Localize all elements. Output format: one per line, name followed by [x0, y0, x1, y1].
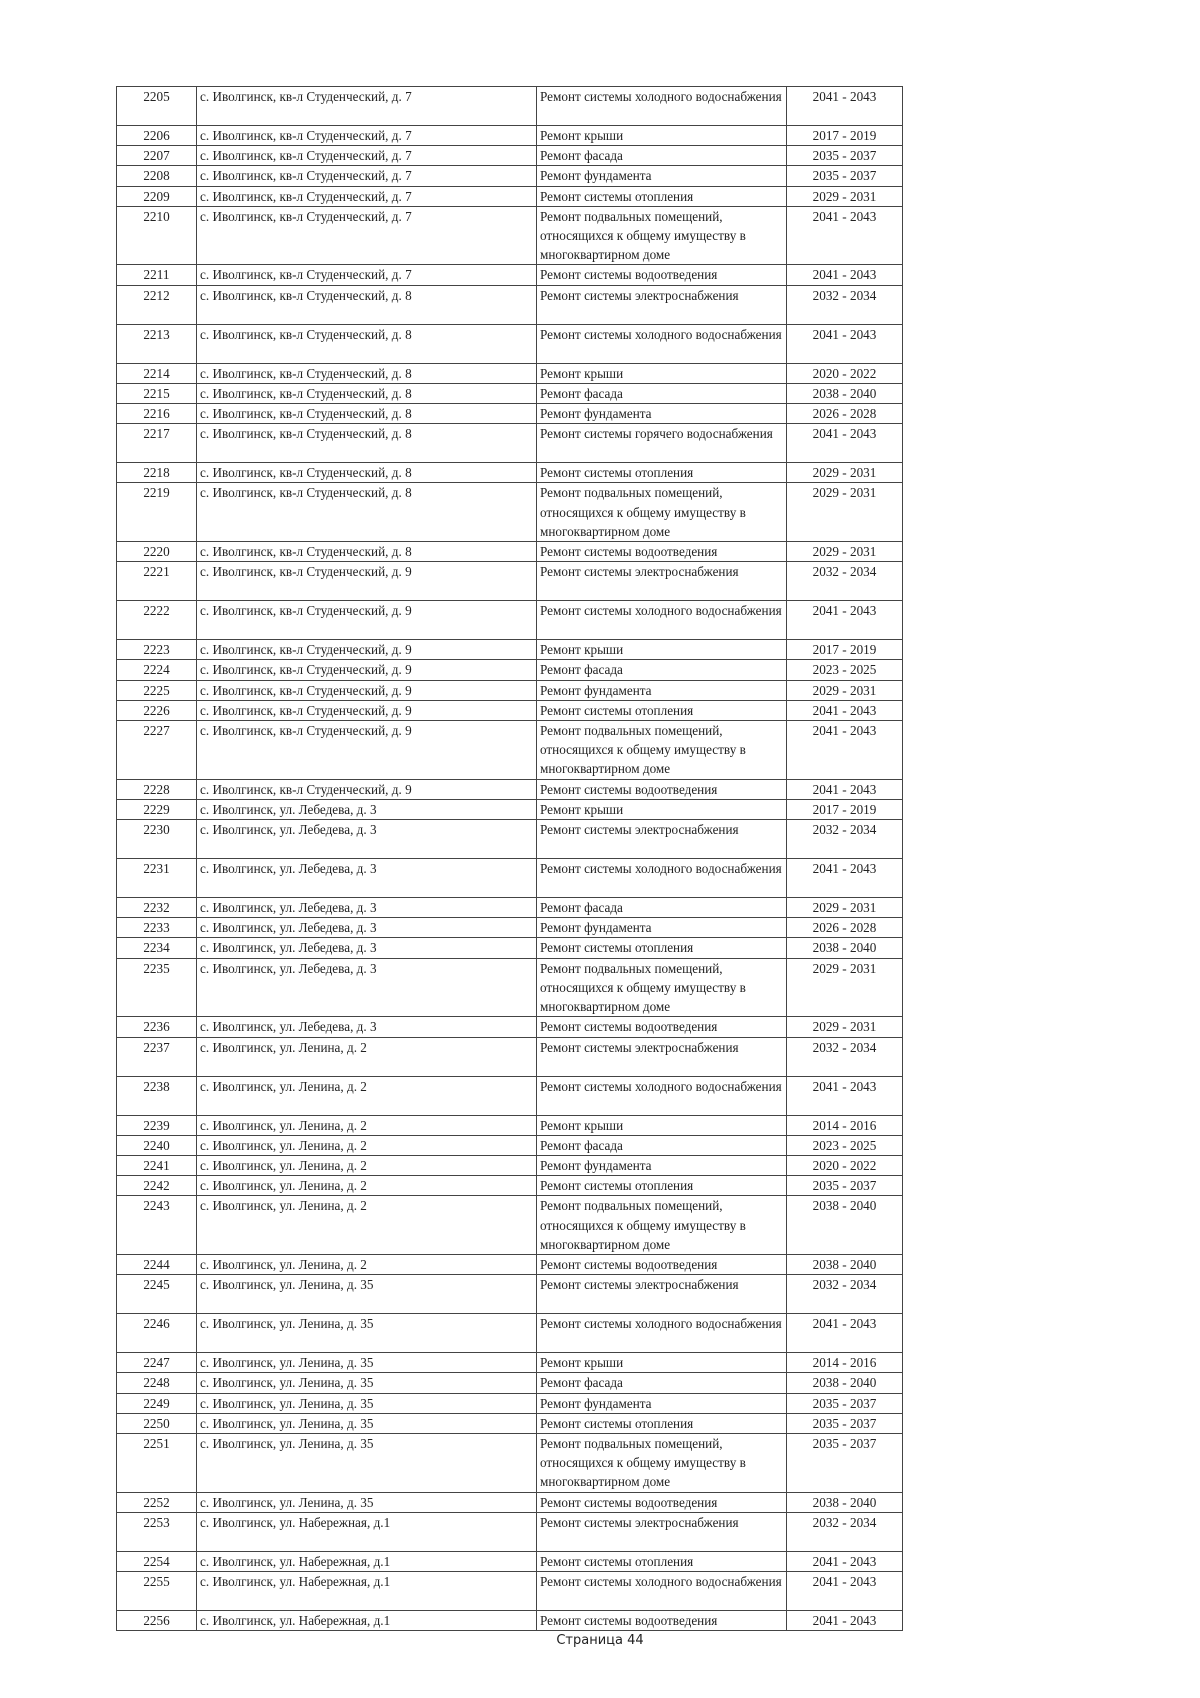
work-type-cell: Ремонт системы водоотведения: [537, 1492, 787, 1512]
table-row: [117, 918, 903, 938]
period-cell: 2023 - 2025: [787, 1135, 903, 1155]
row-number-cell: 2245: [117, 1275, 197, 1314]
table-row: [117, 383, 903, 403]
period-cell: 2017 - 2019: [787, 640, 903, 660]
table-row: [117, 820, 903, 859]
address-cell: с. Иволгинск, кв-л Студенческий, д. 8: [197, 363, 537, 383]
period-cell: 2038 - 2040: [787, 383, 903, 403]
address-cell: с. Иволгинск, кв-л Студенческий, д. 7: [197, 265, 537, 285]
work-type-cell: Ремонт системы водоотведения: [537, 1017, 787, 1037]
table-row: [117, 166, 903, 186]
address-cell: с. Иволгинск, кв-л Студенческий, д. 9: [197, 700, 537, 720]
period-cell: 2041 - 2043: [787, 206, 903, 265]
period-cell: 2035 - 2037: [787, 1413, 903, 1433]
row-number-cell: 2242: [117, 1176, 197, 1196]
address-cell: с. Иволгинск, ул. Набережная, д.1: [197, 1551, 537, 1571]
work-type-cell: Ремонт фасада: [537, 1135, 787, 1155]
period-cell: 2041 - 2043: [787, 324, 903, 363]
work-type-cell: Ремонт подвальных помещений, относящихся к общему имуществу в многоквартирном доме: [537, 206, 787, 265]
work-type-cell: Ремонт крыши: [537, 799, 787, 819]
row-number-cell: 2230: [117, 820, 197, 859]
address-cell: с. Иволгинск, кв-л Студенческий, д. 9: [197, 640, 537, 660]
period-cell: 2041 - 2043: [787, 1314, 903, 1353]
row-number-cell: 2206: [117, 126, 197, 146]
row-number-cell: 2256: [117, 1610, 197, 1630]
row-number-cell: 2251: [117, 1433, 197, 1492]
row-number-cell: 2255: [117, 1571, 197, 1610]
period-cell: 2017 - 2019: [787, 799, 903, 819]
table-row: [117, 265, 903, 285]
table-row: [117, 1037, 903, 1076]
period-cell: 2026 - 2028: [787, 918, 903, 938]
table-row: [117, 1492, 903, 1512]
period-cell: 2041 - 2043: [787, 700, 903, 720]
address-cell: с. Иволгинск, ул. Ленина, д. 35: [197, 1353, 537, 1373]
row-number-cell: 2221: [117, 562, 197, 601]
period-cell: 2041 - 2043: [787, 1610, 903, 1630]
row-number-cell: 2226: [117, 700, 197, 720]
row-number-cell: 2229: [117, 799, 197, 819]
work-type-cell: Ремонт системы отопления: [537, 463, 787, 483]
period-cell: 2038 - 2040: [787, 1196, 903, 1255]
row-number-cell: 2225: [117, 680, 197, 700]
table-row: [117, 542, 903, 562]
address-cell: с. Иволгинск, кв-л Студенческий, д. 9: [197, 680, 537, 700]
work-type-cell: Ремонт фасада: [537, 1373, 787, 1393]
table-row: [117, 958, 903, 1017]
work-type-cell: Ремонт системы электроснабжения: [537, 562, 787, 601]
row-number-cell: 2243: [117, 1196, 197, 1255]
period-cell: 2041 - 2043: [787, 1551, 903, 1571]
address-cell: с. Иволгинск, кв-л Студенческий, д. 7: [197, 166, 537, 186]
table-row: [117, 640, 903, 660]
table-row: [117, 1610, 903, 1630]
period-cell: 2029 - 2031: [787, 898, 903, 918]
work-type-cell: Ремонт крыши: [537, 126, 787, 146]
table-row: [117, 404, 903, 424]
row-number-cell: 2205: [117, 87, 197, 126]
period-cell: 2035 - 2037: [787, 1433, 903, 1492]
table-row: [117, 1196, 903, 1255]
work-type-cell: Ремонт системы горячего водоснабжения: [537, 424, 787, 463]
period-cell: 2032 - 2034: [787, 820, 903, 859]
work-type-cell: Ремонт крыши: [537, 1353, 787, 1373]
row-number-cell: 2216: [117, 404, 197, 424]
address-cell: с. Иволгинск, ул. Лебедева, д. 3: [197, 938, 537, 958]
row-number-cell: 2214: [117, 363, 197, 383]
table-row: [117, 424, 903, 463]
table-row: [117, 660, 903, 680]
address-cell: с. Иволгинск, ул. Лебедева, д. 3: [197, 918, 537, 938]
row-number-cell: 2212: [117, 285, 197, 324]
work-type-cell: Ремонт подвальных помещений, относящихся к общему имуществу в многоквартирном доме: [537, 1433, 787, 1492]
address-cell: с. Иволгинск, ул. Ленина, д. 35: [197, 1393, 537, 1413]
address-cell: с. Иволгинск, кв-л Студенческий, д. 9: [197, 721, 537, 780]
row-number-cell: 2235: [117, 958, 197, 1017]
table-row: [117, 1115, 903, 1135]
work-type-cell: Ремонт подвальных помещений, относящихся к общему имуществу в многоквартирном доме: [537, 958, 787, 1017]
period-cell: 2041 - 2043: [787, 87, 903, 126]
row-number-cell: 2220: [117, 542, 197, 562]
table-row: [117, 285, 903, 324]
row-number-cell: 2213: [117, 324, 197, 363]
row-number-cell: 2215: [117, 383, 197, 403]
address-cell: с. Иволгинск, ул. Ленина, д. 2: [197, 1155, 537, 1175]
address-cell: с. Иволгинск, ул. Лебедева, д. 3: [197, 1017, 537, 1037]
table-row: [117, 206, 903, 265]
period-cell: 2041 - 2043: [787, 1076, 903, 1115]
period-cell: 2041 - 2043: [787, 721, 903, 780]
period-cell: 2020 - 2022: [787, 1155, 903, 1175]
address-cell: с. Иволгинск, кв-л Студенческий, д. 7: [197, 206, 537, 265]
work-type-cell: Ремонт системы холодного водоснабжения: [537, 1314, 787, 1353]
work-type-cell: Ремонт системы водоотведения: [537, 542, 787, 562]
table-row: [117, 1551, 903, 1571]
row-number-cell: 2239: [117, 1115, 197, 1135]
period-cell: 2041 - 2043: [787, 265, 903, 285]
table-row: [117, 1393, 903, 1413]
address-cell: с. Иволгинск, ул. Ленина, д. 2: [197, 1196, 537, 1255]
row-number-cell: 2233: [117, 918, 197, 938]
address-cell: с. Иволгинск, ул. Набережная, д.1: [197, 1512, 537, 1551]
work-type-cell: Ремонт фундамента: [537, 918, 787, 938]
row-number-cell: 2211: [117, 265, 197, 285]
row-number-cell: 2246: [117, 1314, 197, 1353]
table-row: [117, 562, 903, 601]
table-row: [117, 1512, 903, 1551]
work-type-cell: Ремонт системы электроснабжения: [537, 1275, 787, 1314]
address-cell: с. Иволгинск, кв-л Студенческий, д. 8: [197, 463, 537, 483]
row-number-cell: 2252: [117, 1492, 197, 1512]
address-cell: с. Иволгинск, ул. Ленина, д. 35: [197, 1492, 537, 1512]
address-cell: с. Иволгинск, кв-л Студенческий, д. 9: [197, 601, 537, 640]
work-type-cell: Ремонт системы отопления: [537, 1551, 787, 1571]
row-number-cell: 2209: [117, 186, 197, 206]
address-cell: с. Иволгинск, кв-л Студенческий, д. 9: [197, 779, 537, 799]
table-row: [117, 721, 903, 780]
row-number-cell: 2247: [117, 1353, 197, 1373]
table-row: [117, 601, 903, 640]
page-number: Страница 44: [556, 1633, 644, 1648]
work-type-cell: Ремонт системы электроснабжения: [537, 285, 787, 324]
work-type-cell: Ремонт системы холодного водоснабжения: [537, 601, 787, 640]
address-cell: с. Иволгинск, кв-л Студенческий, д. 9: [197, 660, 537, 680]
table-row: [117, 1413, 903, 1433]
period-cell: 2035 - 2037: [787, 1176, 903, 1196]
work-type-cell: Ремонт подвальных помещений, относящихся к общему имуществу в многоквартирном доме: [537, 721, 787, 780]
period-cell: 2029 - 2031: [787, 186, 903, 206]
address-cell: с. Иволгинск, ул. Лебедева, д. 3: [197, 958, 537, 1017]
address-cell: с. Иволгинск, кв-л Студенческий, д. 7: [197, 87, 537, 126]
table-row: [117, 1076, 903, 1115]
address-cell: с. Иволгинск, ул. Ленина, д. 35: [197, 1275, 537, 1314]
table-row: [117, 186, 903, 206]
table-row: [117, 1017, 903, 1037]
work-type-cell: Ремонт системы отопления: [537, 186, 787, 206]
work-type-cell: Ремонт системы холодного водоснабжения: [537, 1571, 787, 1610]
row-number-cell: 2227: [117, 721, 197, 780]
work-type-cell: Ремонт фасада: [537, 898, 787, 918]
period-cell: 2023 - 2025: [787, 660, 903, 680]
address-cell: с. Иволгинск, ул. Ленина, д. 35: [197, 1373, 537, 1393]
work-type-cell: Ремонт фундамента: [537, 166, 787, 186]
work-type-cell: Ремонт подвальных помещений, относящихся к общему имуществу в многоквартирном доме: [537, 1196, 787, 1255]
address-cell: с. Иволгинск, кв-л Студенческий, д. 8: [197, 285, 537, 324]
work-type-cell: Ремонт системы водоотведения: [537, 1254, 787, 1274]
row-number-cell: 2217: [117, 424, 197, 463]
period-cell: 2038 - 2040: [787, 1254, 903, 1274]
row-number-cell: 2207: [117, 146, 197, 166]
row-number-cell: 2240: [117, 1135, 197, 1155]
period-cell: 2029 - 2031: [787, 542, 903, 562]
work-type-cell: Ремонт фундамента: [537, 680, 787, 700]
table-row: [117, 87, 903, 126]
address-cell: с. Иволгинск, кв-л Студенческий, д. 9: [197, 562, 537, 601]
address-cell: с. Иволгинск, кв-л Студенческий, д. 8: [197, 424, 537, 463]
row-number-cell: 2223: [117, 640, 197, 660]
repair-schedule-table: [116, 86, 903, 1631]
address-cell: с. Иволгинск, ул. Ленина, д. 2: [197, 1135, 537, 1155]
table-row: [117, 324, 903, 363]
address-cell: с. Иволгинск, кв-л Студенческий, д. 7: [197, 146, 537, 166]
address-cell: с. Иволгинск, кв-л Студенческий, д. 8: [197, 324, 537, 363]
period-cell: 2041 - 2043: [787, 601, 903, 640]
work-type-cell: Ремонт крыши: [537, 363, 787, 383]
row-number-cell: 2228: [117, 779, 197, 799]
work-type-cell: Ремонт системы холодного водоснабжения: [537, 859, 787, 898]
table-row: [117, 1373, 903, 1393]
address-cell: с. Иволгинск, ул. Ленина, д. 2: [197, 1254, 537, 1274]
period-cell: 2035 - 2037: [787, 1393, 903, 1413]
work-type-cell: Ремонт системы водоотведения: [537, 265, 787, 285]
period-cell: 2041 - 2043: [787, 424, 903, 463]
period-cell: 2035 - 2037: [787, 166, 903, 186]
address-cell: с. Иволгинск, ул. Лебедева, д. 3: [197, 799, 537, 819]
table-row: [117, 700, 903, 720]
row-number-cell: 2253: [117, 1512, 197, 1551]
address-cell: с. Иволгинск, ул. Ленина, д. 35: [197, 1433, 537, 1492]
table-row: [117, 1135, 903, 1155]
table-row: [117, 1353, 903, 1373]
period-cell: 2032 - 2034: [787, 1512, 903, 1551]
table-row: [117, 483, 903, 542]
work-type-cell: Ремонт фасада: [537, 383, 787, 403]
address-cell: с. Иволгинск, ул. Ленина, д. 35: [197, 1413, 537, 1433]
work-type-cell: Ремонт фасада: [537, 660, 787, 680]
work-type-cell: Ремонт фундамента: [537, 1155, 787, 1175]
address-cell: с. Иволгинск, ул. Набережная, д.1: [197, 1571, 537, 1610]
work-type-cell: Ремонт фундамента: [537, 1393, 787, 1413]
work-type-cell: Ремонт системы холодного водоснабжения: [537, 324, 787, 363]
period-cell: 2020 - 2022: [787, 363, 903, 383]
period-cell: 2014 - 2016: [787, 1353, 903, 1373]
period-cell: 2014 - 2016: [787, 1115, 903, 1135]
row-number-cell: 2237: [117, 1037, 197, 1076]
work-type-cell: Ремонт фасада: [537, 146, 787, 166]
address-cell: с. Иволгинск, ул. Ленина, д. 2: [197, 1176, 537, 1196]
work-type-cell: Ремонт системы отопления: [537, 700, 787, 720]
work-type-cell: Ремонт системы отопления: [537, 938, 787, 958]
table-row: [117, 1314, 903, 1353]
table-row: [117, 938, 903, 958]
table-row: [117, 1176, 903, 1196]
row-number-cell: 2222: [117, 601, 197, 640]
address-cell: с. Иволгинск, ул. Ленина, д. 2: [197, 1115, 537, 1135]
table-row: [117, 1155, 903, 1175]
row-number-cell: 2248: [117, 1373, 197, 1393]
address-cell: с. Иволгинск, кв-л Студенческий, д. 8: [197, 404, 537, 424]
table-row: [117, 1254, 903, 1274]
table-row: [117, 1571, 903, 1610]
period-cell: 2029 - 2031: [787, 680, 903, 700]
table-row: [117, 146, 903, 166]
period-cell: 2041 - 2043: [787, 779, 903, 799]
work-type-cell: Ремонт подвальных помещений, относящихся к общему имуществу в многоквартирном доме: [537, 483, 787, 542]
period-cell: 2029 - 2031: [787, 1017, 903, 1037]
address-cell: с. Иволгинск, ул. Ленина, д. 2: [197, 1037, 537, 1076]
row-number-cell: 2250: [117, 1413, 197, 1433]
work-type-cell: Ремонт системы электроснабжения: [537, 1512, 787, 1551]
row-number-cell: 2218: [117, 463, 197, 483]
row-number-cell: 2224: [117, 660, 197, 680]
address-cell: с. Иволгинск, ул. Ленина, д. 2: [197, 1076, 537, 1115]
row-number-cell: 2244: [117, 1254, 197, 1274]
work-type-cell: Ремонт крыши: [537, 1115, 787, 1135]
row-number-cell: 2254: [117, 1551, 197, 1571]
period-cell: 2032 - 2034: [787, 1275, 903, 1314]
table-row: [117, 799, 903, 819]
period-cell: 2032 - 2034: [787, 285, 903, 324]
period-cell: 2026 - 2028: [787, 404, 903, 424]
period-cell: 2041 - 2043: [787, 859, 903, 898]
row-number-cell: 2238: [117, 1076, 197, 1115]
row-number-cell: 2236: [117, 1017, 197, 1037]
work-type-cell: Ремонт крыши: [537, 640, 787, 660]
period-cell: 2038 - 2040: [787, 1492, 903, 1512]
address-cell: с. Иволгинск, ул. Набережная, д.1: [197, 1610, 537, 1630]
address-cell: с. Иволгинск, кв-л Студенческий, д. 8: [197, 383, 537, 403]
row-number-cell: 2231: [117, 859, 197, 898]
work-type-cell: Ремонт системы отопления: [537, 1176, 787, 1196]
table-row: [117, 126, 903, 146]
table-row: [117, 463, 903, 483]
work-type-cell: Ремонт системы электроснабжения: [537, 1037, 787, 1076]
table-row: [117, 898, 903, 918]
period-cell: 2032 - 2034: [787, 1037, 903, 1076]
row-number-cell: 2232: [117, 898, 197, 918]
table-row: [117, 1275, 903, 1314]
address-cell: с. Иволгинск, кв-л Студенческий, д. 8: [197, 542, 537, 562]
address-cell: с. Иволгинск, кв-л Студенческий, д. 7: [197, 126, 537, 146]
address-cell: с. Иволгинск, ул. Ленина, д. 35: [197, 1314, 537, 1353]
work-type-cell: Ремонт системы холодного водоснабжения: [537, 1076, 787, 1115]
work-type-cell: Ремонт системы электроснабжения: [537, 820, 787, 859]
period-cell: 2029 - 2031: [787, 958, 903, 1017]
table-row: [117, 680, 903, 700]
period-cell: 2032 - 2034: [787, 562, 903, 601]
work-type-cell: Ремонт системы водоотведения: [537, 779, 787, 799]
work-type-cell: Ремонт системы холодного водоснабжения: [537, 87, 787, 126]
work-type-cell: Ремонт системы отопления: [537, 1413, 787, 1433]
address-cell: с. Иволгинск, ул. Лебедева, д. 3: [197, 820, 537, 859]
row-number-cell: 2219: [117, 483, 197, 542]
address-cell: с. Иволгинск, ул. Лебедева, д. 3: [197, 898, 537, 918]
work-type-cell: Ремонт системы водоотведения: [537, 1610, 787, 1630]
table-row: [117, 779, 903, 799]
period-cell: 2041 - 2043: [787, 1571, 903, 1610]
row-number-cell: 2241: [117, 1155, 197, 1175]
row-number-cell: 2249: [117, 1393, 197, 1413]
period-cell: 2035 - 2037: [787, 146, 903, 166]
table-row: [117, 859, 903, 898]
address-cell: с. Иволгинск, кв-л Студенческий, д. 7: [197, 186, 537, 206]
row-number-cell: 2208: [117, 166, 197, 186]
row-number-cell: 2234: [117, 938, 197, 958]
table-body: [117, 87, 903, 1631]
address-cell: с. Иволгинск, кв-л Студенческий, д. 8: [197, 483, 537, 542]
work-type-cell: Ремонт фундамента: [537, 404, 787, 424]
period-cell: 2038 - 2040: [787, 938, 903, 958]
table-row: [117, 1433, 903, 1492]
period-cell: 2038 - 2040: [787, 1373, 903, 1393]
row-number-cell: 2210: [117, 206, 197, 265]
address-cell: с. Иволгинск, ул. Лебедева, д. 3: [197, 859, 537, 898]
table-row: [117, 363, 903, 383]
period-cell: 2017 - 2019: [787, 126, 903, 146]
period-cell: 2029 - 2031: [787, 463, 903, 483]
period-cell: 2029 - 2031: [787, 483, 903, 542]
